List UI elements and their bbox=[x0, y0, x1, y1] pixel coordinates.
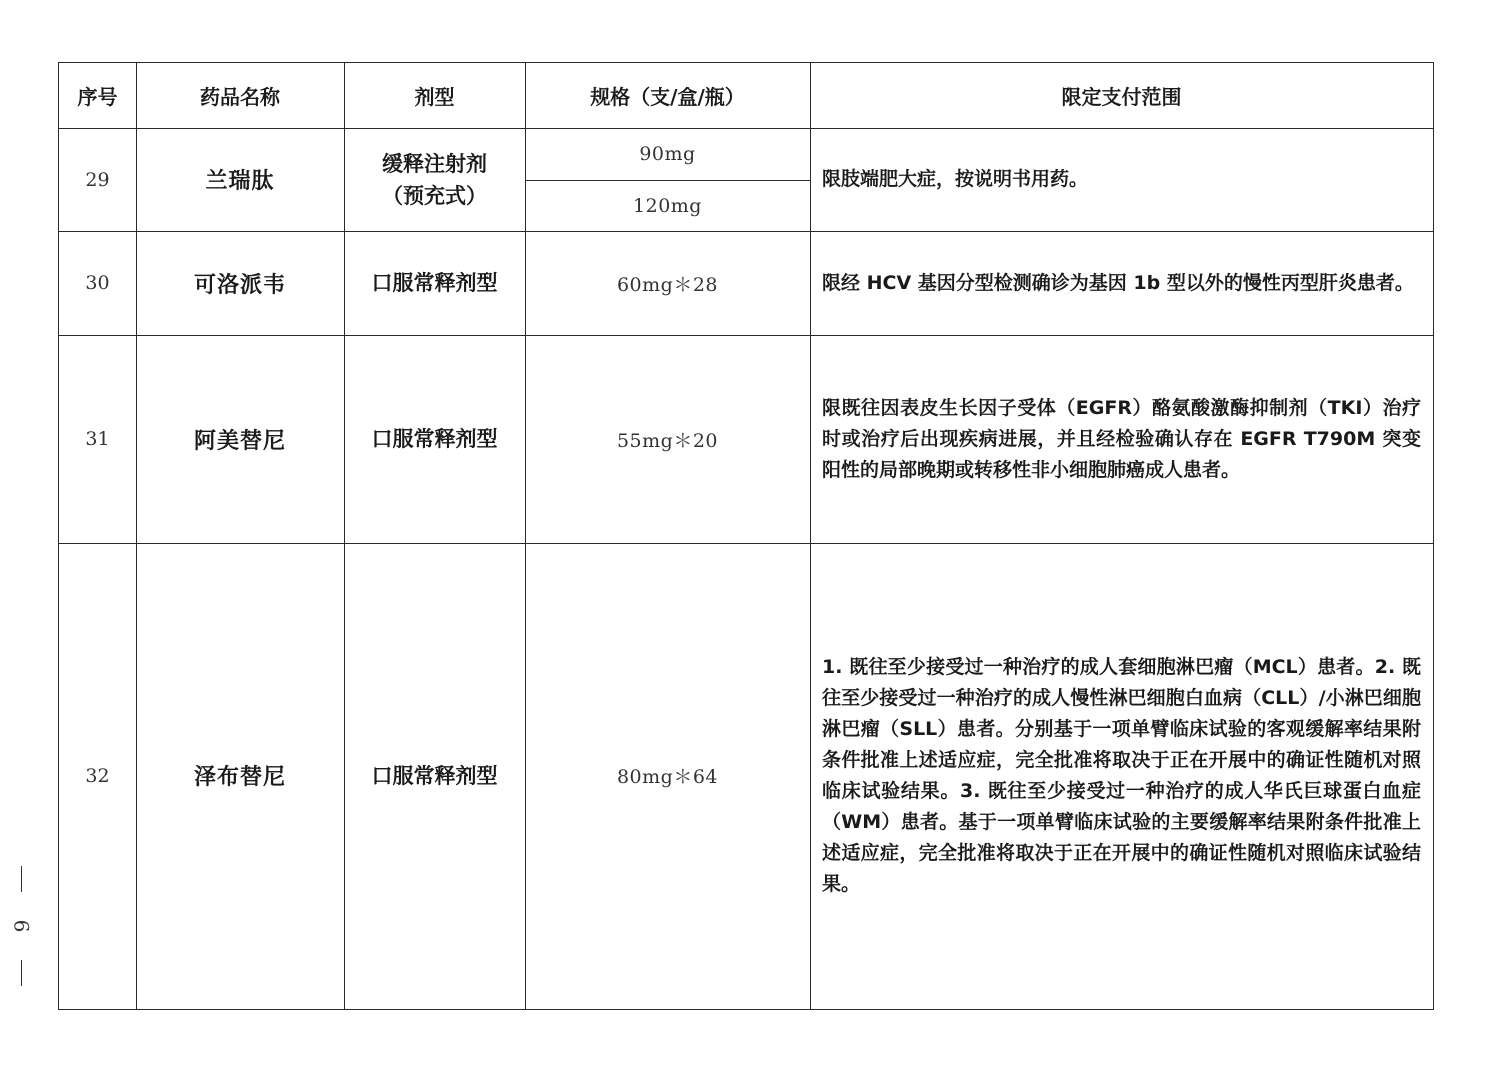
specification: 120mg bbox=[633, 194, 702, 217]
header-specification: 规格（支/盒/瓶） bbox=[590, 85, 745, 109]
payment-scope bbox=[810, 335, 1433, 543]
page-number-digit: 6 bbox=[8, 919, 33, 933]
header-payment-scope: 限定支付范围 bbox=[1061, 85, 1182, 109]
header-dosage-form: 剂型 bbox=[414, 85, 455, 109]
payment-scope bbox=[810, 128, 1433, 231]
drug-name: 兰瑞肽 bbox=[205, 169, 275, 194]
specification: 55mg＊20 bbox=[616, 429, 719, 452]
specification: 90mg bbox=[639, 143, 696, 165]
payment-scope bbox=[810, 231, 1433, 335]
payment-scope-text: 限经 HCV 基因分型检测确诊为基因 1b 型以外的慢性丙型肝炎患者。 bbox=[822, 271, 1414, 294]
drug-name: 泽布替尼 bbox=[193, 765, 286, 790]
header-drug-name: 药品名称 bbox=[200, 85, 280, 109]
drug-name: 阿美替尼 bbox=[193, 428, 286, 454]
dosage-form: 口服常释剂型 bbox=[371, 427, 498, 451]
payment-scope bbox=[810, 543, 1433, 1008]
header-no: 序号 bbox=[77, 85, 118, 109]
dosage-form: 口服常释剂型 bbox=[371, 271, 498, 295]
specification: 80mg＊64 bbox=[616, 766, 719, 788]
page-number bbox=[6, 866, 36, 986]
page-number-dash bbox=[21, 866, 22, 892]
row-number: 29 bbox=[85, 168, 110, 191]
dosage-form bbox=[344, 128, 525, 231]
payment-scope-text: 限肢端肥大症，按说明书用药。 bbox=[822, 168, 1089, 190]
dosage-form: 口服常释剂型 bbox=[371, 763, 498, 788]
row-number: 31 bbox=[85, 428, 110, 450]
page-number-dash bbox=[21, 960, 22, 986]
payment-scope-text: 1. 既往至少接受过一种治疗的成人套细胞淋巴瘤（MCL）患者。2. 既往至少接受过一种治疗的成人慢性淋巴细胞白血病（CLL）/小淋巴细胞淋巴瘤（SLL）患者。分别基于一项单臂临床试验的客观缓解率结果附条件批准上述适应症，完全批准将取决于正在开展中的确证性随机对照临床试验结果。3. 既往至少接受过一种治疗的成人华氏巨球蛋白血症（WM）患者。基于一项单臂临床试验的主要缓解率结果附条件批准上述适应症，完全批准将取决于正在开展中的确证性随机对照临床试验结果。 bbox=[822, 655, 1421, 895]
payment-scope-text: 限既往因表皮生长因子受体（EGFR）酪氨酸激酶抑制剂（TKI）治疗时或治疗后出现疾病进展，并且经检验确认存在 EGFR T790M 突变阳性的局部晚期或转移性非小细胞肺癌成人患者。 bbox=[822, 396, 1421, 481]
row-number: 32 bbox=[85, 764, 110, 787]
drug-table bbox=[58, 62, 1434, 1010]
dosage-form-line: （预充式） bbox=[382, 183, 487, 208]
drug-name: 可洛派韦 bbox=[193, 272, 286, 298]
specification: 60mg＊28 bbox=[616, 273, 719, 296]
dosage-form-line: 缓释注射剂 bbox=[382, 151, 487, 176]
row-number: 30 bbox=[85, 272, 110, 294]
